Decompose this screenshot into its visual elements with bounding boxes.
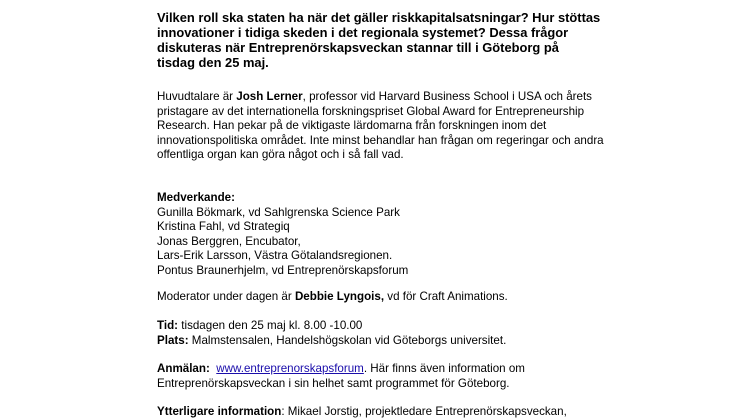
lead-line: innovationer i tidiga skeden i det regionala systemet? Dessa frågor: [157, 25, 569, 40]
intro-line: [157, 90, 604, 105]
speaker-name: Josh Lerner: [236, 90, 303, 103]
registration-link[interactable]: www.entreprenorskapsforum: [216, 362, 364, 375]
lead-line: diskuteras när Entreprenörskapsveckan stannar till i Göteborg på: [157, 40, 559, 55]
participant-item: Jonas Berggren, Encubator,: [157, 234, 301, 248]
moderator-text: vd för Craft Animations.: [384, 290, 508, 303]
participants-section: [157, 191, 408, 278]
lead-line: Vilken roll ska staten ha när det gäller riskkapitalsatsningar? Hur stöttas: [157, 10, 601, 25]
intro-text: , professor vid Harvard Business School i USA och årets: [302, 90, 592, 103]
intro-line: offentliga organ kan göra något och i så fall vad.: [157, 148, 404, 161]
participants-heading: Medverkande:: [157, 191, 235, 204]
intro-paragraph: [157, 90, 604, 163]
participant-item: Gunilla Bökmark, vd Sahlgrenska Science Park: [157, 205, 400, 219]
place-value: Malmstensalen, Handelshögskolan vid Göteborgs universitet.: [188, 333, 507, 347]
intro-line: pristagare av det internationella forskningspriset Global Award for Entrepreneurship: [157, 104, 585, 118]
moderator-paragraph: [157, 290, 508, 305]
more-info-text: : Mikael Jorstig, projektledare Entreprenörskapsveckan,: [281, 405, 567, 418]
time-value: tisdagen den 25 maj kl. 8.00 -10.00: [178, 319, 363, 332]
moderator-name: Debbie Lyngois,: [294, 290, 385, 303]
time-label: Tid:: [157, 319, 179, 332]
intro-line: innovationspolitiska området. Inte minst behandlar han frågan om regeringar och andra: [157, 133, 604, 147]
event-details: [157, 319, 506, 348]
registration-paragraph: [157, 362, 525, 391]
more-info-label: Ytterligare information: [157, 405, 282, 418]
registration-text: Entreprenörskapsveckan i sin helhet samt programmet för Göteborg.: [157, 376, 510, 390]
lead-line: tisdag den 25 maj.: [157, 55, 269, 70]
more-info-paragraph: [157, 405, 567, 420]
participant-item: Lars-Erik Larsson, Västra Götalandsregionen.: [157, 249, 393, 262]
registration-label: Anmälan:: [157, 362, 210, 375]
lead-paragraph: [157, 10, 742, 70]
registration-text: . Här finns även information om: [363, 362, 525, 375]
intro-text: Huvudtalare är: [157, 90, 237, 103]
participant-item: Pontus Braunerhjelm, vd Entreprenörskapsforum: [157, 263, 409, 277]
place-label: Plats:: [157, 333, 189, 347]
intro-line: Research. Han pekar på de viktigaste lärdomarna från forskningen inom det: [157, 119, 547, 132]
moderator-text: Moderator under dagen är: [157, 290, 295, 303]
participant-item: Kristina Fahl, vd Strategiq: [157, 220, 290, 233]
